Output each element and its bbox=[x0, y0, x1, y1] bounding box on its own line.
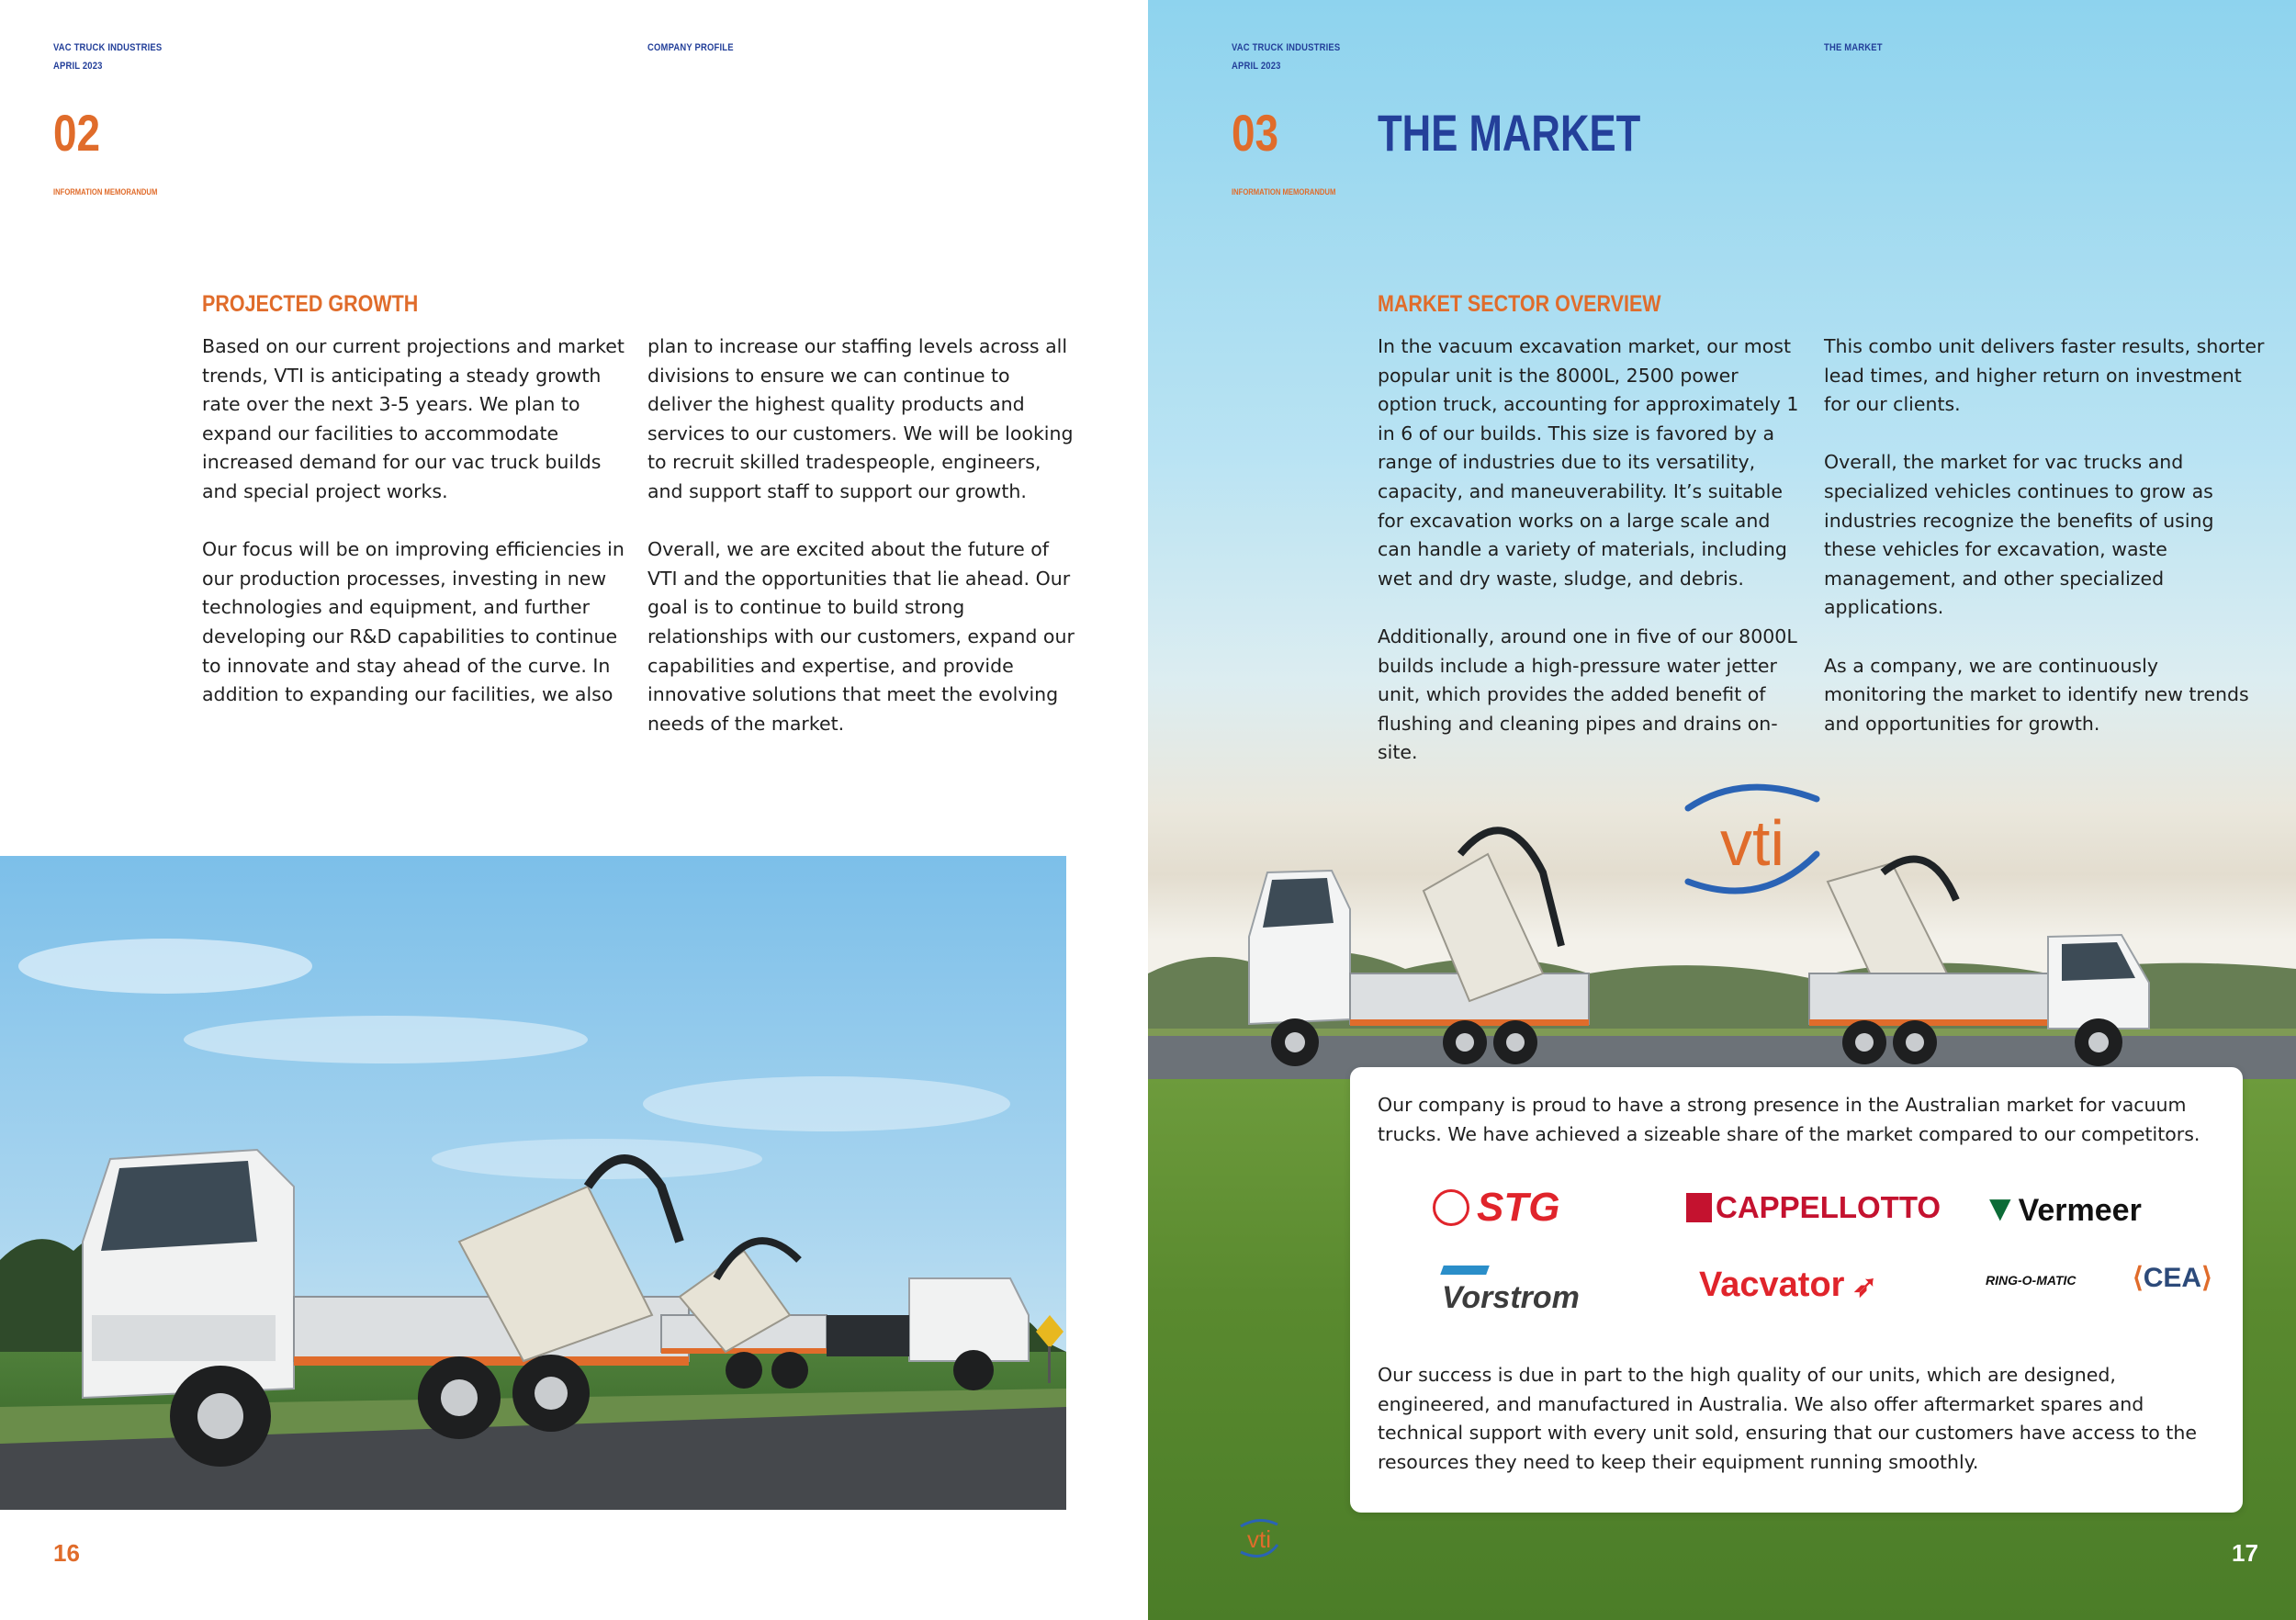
vti-logo-text: vti bbox=[1720, 807, 1784, 879]
competitor-logo-cappellotto bbox=[1686, 1190, 1941, 1225]
section-number: 02 bbox=[53, 104, 101, 162]
section-number: 03 bbox=[1232, 104, 1279, 162]
competitor-logo-cea bbox=[2133, 1262, 2212, 1294]
vti-logo-icon bbox=[1679, 781, 1826, 900]
text-column-2 bbox=[647, 332, 1079, 738]
paragraph: Our focus will be on improving efficiencies in our production processes, investing in new technologies and equipment, and further developing our R&D capabilities to continue to innovate and stay ahead of the curve. In addition to expanding our facilities, we also bbox=[202, 538, 625, 706]
card-intro: Our company is proud to have a strong presence in the Australian market for vacuum trucks. We have achieved a sizeable share of the market compared to our competitors. bbox=[1378, 1094, 2200, 1145]
vac-trucks-photo bbox=[0, 856, 1066, 1510]
competitor-logo-vacvator bbox=[1699, 1266, 1877, 1305]
right-page bbox=[1148, 0, 2296, 1620]
company-header bbox=[53, 39, 162, 75]
vorstrom-swoosh-icon bbox=[1440, 1266, 1490, 1275]
page-number: 16 bbox=[53, 1539, 80, 1567]
text-column-1 bbox=[202, 332, 626, 710]
memo-label: INFORMATION MEMORANDUM bbox=[53, 187, 158, 197]
section-tag: THE MARKET bbox=[1824, 42, 1883, 53]
cea-right-bracket-icon: ⟩ bbox=[2201, 1263, 2212, 1293]
text-column-2 bbox=[1824, 332, 2265, 738]
vti-logo bbox=[1679, 781, 1826, 900]
market-share-card bbox=[1350, 1067, 2243, 1513]
kangaroo-icon: ➶ bbox=[1844, 1269, 1878, 1302]
paragraph: Based on our current projections and market trends, VTI is anticipating a steady growth rate over the next 3-5 years. We plan to expand our facilities to accommodate increased demand for our vac truck builds and special project works. bbox=[202, 335, 625, 502]
header-date: APRIL 2023 bbox=[1232, 61, 1281, 72]
paragraph: As a company, we are continuously monitoring the market to identify new trends and opportunities for growth. bbox=[1824, 654, 2249, 735]
vti-small-logo-text: vti bbox=[1247, 1525, 1271, 1553]
company-name: VAC TRUCK INDUSTRIES bbox=[1232, 42, 1341, 53]
paragraph: plan to increase our staffing levels across all divisions to ensure we can continue to deliver the highest quality products and services to our customers. We will be looking to recruit skilled tradespeople, engineers, and support staff to support our growth. bbox=[647, 335, 1074, 502]
page-title: THE MARKET bbox=[1378, 104, 1641, 162]
competitor-logo-ring-o-matic bbox=[1986, 1273, 2077, 1288]
competitor-name: CAPPELLOTTO bbox=[1716, 1190, 1941, 1224]
competitor-name: Vacvator bbox=[1699, 1266, 1845, 1304]
memo-label: INFORMATION MEMORANDUM bbox=[1232, 187, 1336, 197]
section-heading: PROJECTED GROWTH bbox=[202, 291, 419, 317]
section-tag: COMPANY PROFILE bbox=[647, 42, 734, 53]
page-number: 17 bbox=[2232, 1539, 2258, 1567]
card-outro: Our success is due in part to the high quality of our units, which are designed, engineered, and manufactured in Australia. We also offer aftermarket spares and technical support with every unit sold, ensuring that our customers have access to the resources they need to keep their equipment running smoothly. bbox=[1378, 1364, 2197, 1473]
vti-small-logo bbox=[1236, 1515, 1282, 1561]
competitor-name: CEA bbox=[2143, 1263, 2202, 1293]
competitor-logo-stg bbox=[1433, 1185, 1559, 1231]
vac-trucks-photo-illustration bbox=[0, 856, 1066, 1510]
company-name: VAC TRUCK INDUSTRIES bbox=[53, 42, 163, 53]
competitor-name: RING-O-MATIC bbox=[1986, 1273, 2077, 1288]
competitor-logo-vorstrom bbox=[1442, 1266, 1580, 1316]
competitor-logo-vermeer bbox=[1982, 1188, 2142, 1230]
competitor-name: STG bbox=[1477, 1185, 1560, 1230]
header-date: APRIL 2023 bbox=[53, 61, 103, 72]
company-header bbox=[1232, 39, 1340, 75]
cea-left-bracket-icon: ⟨ bbox=[2133, 1263, 2144, 1293]
text-column-1 bbox=[1378, 332, 1800, 768]
competitor-name: Vermeer bbox=[2018, 1193, 2142, 1228]
vti-small-logo-icon bbox=[1236, 1515, 1282, 1561]
competitor-name: Vorstrom bbox=[1442, 1280, 1580, 1315]
paragraph: In the vacuum excavation market, our most popular unit is the 8000L, 2500 power option truck, accounting for approximately 1 in 6 of our builds. This size is favored by a range of industries due to its versatility, capacity, and maneuverability. It’s suitable for excavation works on a large scale and can handle a variety of materials, including wet and dry waste, sludge, and debris. bbox=[1378, 335, 1799, 590]
paragraph: This combo unit delivers faster results, shorter lead times, and higher return on investment for our clients. bbox=[1824, 335, 2265, 416]
vermeer-v-icon: ▼ bbox=[1982, 1188, 2019, 1229]
paragraph: Additionally, around one in five of our 8000L builds include a high-pressure water jetter unit, which provides the added benefit of flushing and cleaning pipes and drains on-site. bbox=[1378, 624, 1797, 764]
paragraph: Overall, the market for vac trucks and specialized vehicles continues to grow as industries recognize the benefits of using these vehicles for excavation, waste management, and other specialized applications. bbox=[1824, 451, 2214, 619]
globe-icon bbox=[1433, 1189, 1469, 1226]
section-heading: MARKET SECTOR OVERVIEW bbox=[1378, 291, 1661, 317]
paragraph: Overall, we are excited about the future of VTI and the opportunities that lie ahead. Our goal is to continue to build strong relationships with our customers, expand our capabilities and expertise, and provide innovative solutions that meet the evolving needs of the market. bbox=[647, 538, 1075, 735]
cappellotto-mark-icon bbox=[1686, 1193, 1712, 1222]
